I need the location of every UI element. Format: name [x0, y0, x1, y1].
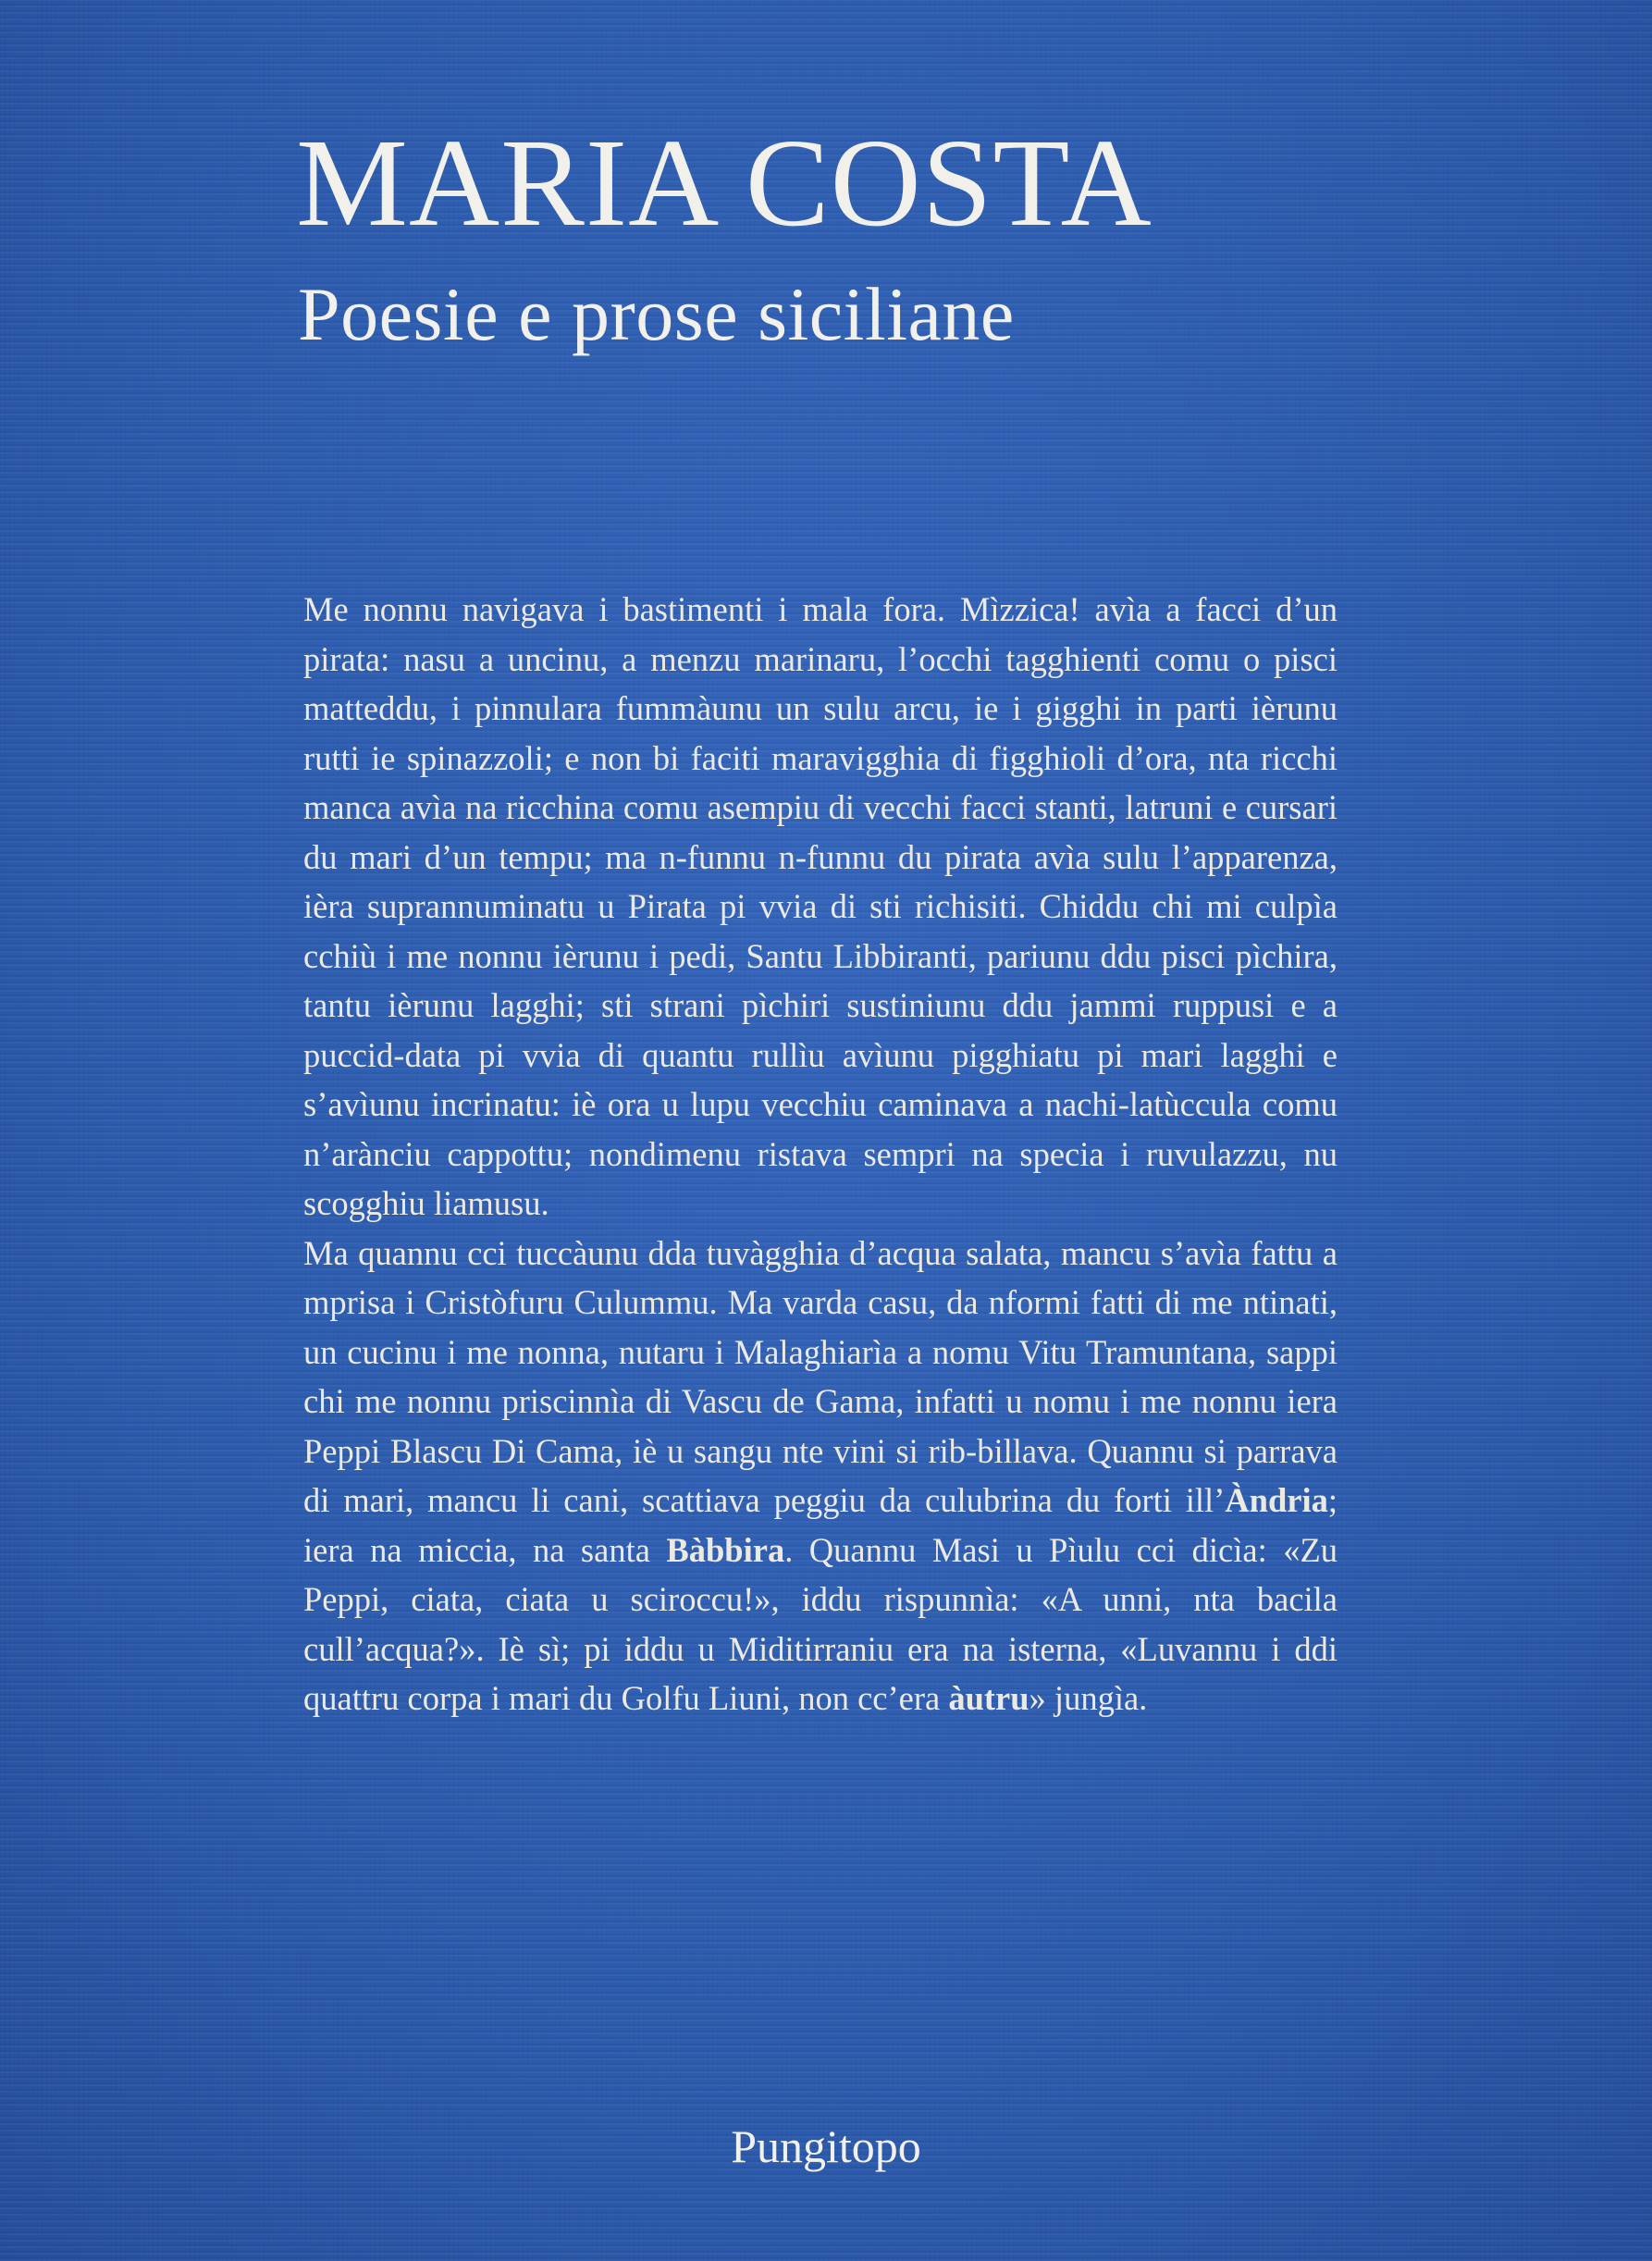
book-subtitle: Poesie e prose siciliane — [298, 272, 1015, 356]
blurb-paragraph-2-text-3: . Quannu Masi u Pìulu cci dicìa: «Zu Peppi, ciata, ciata u sciroccu!», iddu rispunnìa: «A unni, nta bacila cull’acqua?». Iè sì; pi iddu u Miditirraniu era na isterna, «Luvannu i ddi quattru corpa i mari du Golfu Liuni, non cc’era — [303, 1530, 1338, 1717]
blurb-paragraph-2 — [303, 1229, 1338, 1724]
blurb-emphasis-autru: àutru — [948, 1679, 1029, 1717]
publisher-name: Pungitopo — [731, 2120, 921, 2172]
blurb-paragraph-2-text-1: Ma quannu cci tuccàunu dda tuvàgghia d’acqua salata, mancu s’avìa fattu a mprisa i Cristòfuru Culummu. Ma varda casu, da nformi fatti di me ntinati, un cucinu i me nonna, nutaru i Malaghiarìa a nomu Vitu Tramuntana, sappi chi me nonnu priscinnìa di Vascu de Gama, infatti u nomu i me nonnu iera Peppi Blascu Di Cama, iè u sangu nte vini si rib-billava. Quannu si parrava di mari, mancu li cani, scattiava peggiu da culubrina du forti ill’ — [303, 1233, 1338, 1519]
blurb-emphasis-andria: Àndria — [1225, 1481, 1328, 1519]
blurb-text — [303, 585, 1338, 1724]
blurb-emphasis-babbira: Bàbbira — [666, 1530, 785, 1569]
blurb-paragraph-2-text-4: » jungìa. — [1029, 1679, 1148, 1717]
author-name: MARIA COSTA — [296, 114, 1153, 253]
blurb-paragraph-1: Me nonnu navigava i bastimenti i mala fora. Mìzzica! avìa a facci d’un pirata: nasu a uncinu, a menzu marinaru, l’occhi tagghienti comu o pisci matteddu, i pinnulara fummàunu un sulu arcu, ie i gigghi in parti ièrunu rutti ie spinazzoli; e non bi faciti maravigghia di figghioli d’ora, nta ricchi manca avìa na ricchina comu asempiu di vecchi facci stanti, latruni e cursari du mari d’un tempu; ma n-funnu n-funnu du pirata avìa sulu l’apparenza, ièra suprannuminatu u Pirata pi vvia di sti richisiti. Chiddu chi mi culpìa cchiù i me nonnu ièrunu i pedi, Santu Libbiranti, pariunu ddu pisci pìchira, tantu ièrunu lagghi; sti strani pìchiri sustiniunu ddu jammi ruppusi e a puccid-data pi vvia di quantu rullìu avìunu pigghiatu pi mari lagghi e s’avìunu incrinatu: iè ora u lupu vecchiu caminava a nachi-latùccula comu n’arànciu cappottu; nondimenu ristava sempri na specia i ruvulazzu, nu scogghiu liamusu. — [303, 590, 1338, 1222]
blurb-paragraph-2-text-2: ; iera na miccia, na santa — [303, 1481, 1338, 1569]
